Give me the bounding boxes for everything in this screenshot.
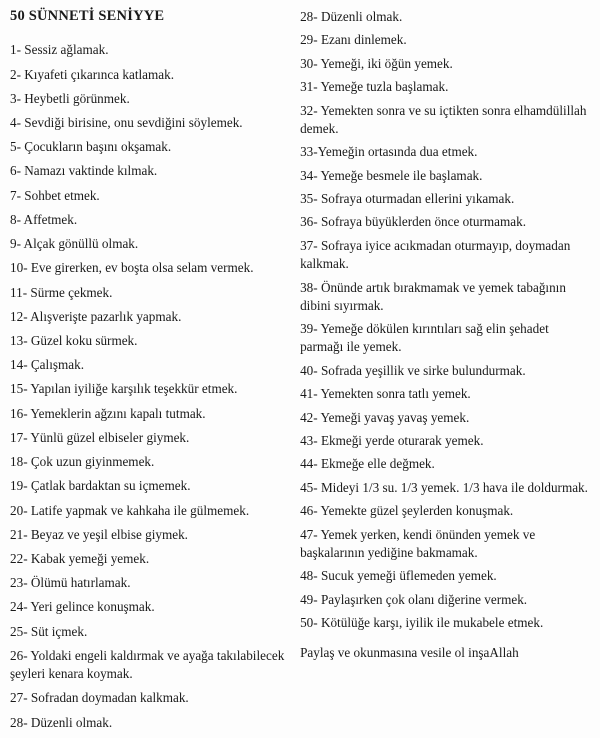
list-item: 44- Ekmeğe elle değmek.: [300, 456, 435, 472]
left-column: [4, 8, 296, 738]
list-item: 28- Düzenli olmak.: [300, 9, 403, 24]
list-item: 10- Eve girerken, ev boşta olsa selam vermek.: [10, 260, 254, 276]
list-item: 18- Çok uzun giyinmemek.: [10, 454, 155, 470]
list-item: 29- Ezanı dinlemek.: [300, 32, 407, 48]
list-item: 41- Yemekten sonra tatlı yemek.: [300, 386, 471, 402]
list-item: 50- Kötülüğe karşı, iyilik ile mukabele etmek.: [300, 615, 544, 631]
list-item: 7- Sohbet etmek.: [10, 187, 100, 203]
list-item: 38- Önünde artık bırakmamak ve yemek tabağının dibini sıyırmak.: [300, 279, 570, 313]
list-item: 32- Yemekten sonra ve su içtikten sonra elhamdülillah demek.: [300, 102, 590, 136]
list-item: 27- Sofradan doymadan kalkmak.: [10, 690, 189, 706]
list-item: 45- Mideyi 1/3 su. 1/3 yemek. 1/3 hava ile doldurmak.: [300, 479, 588, 495]
list-item: 22- Kabak yemeği yemek.: [10, 550, 150, 566]
list-item: 48- Sucuk yemeği üflemeden yemek.: [300, 568, 497, 584]
list-item: 14- Çalışmak.: [10, 357, 84, 373]
list-item: 13- Güzel koku sürmek.: [10, 333, 138, 349]
list-item: 33-Yemeğin ortasında dua etmek.: [300, 144, 478, 160]
list-item: 1- Sessiz ağlamak.: [10, 42, 109, 58]
list-item: 36- Sofraya büyüklerden önce oturmamak.: [300, 214, 527, 230]
list-item: 31- Yemeğe tuzla başlamak.: [300, 79, 449, 95]
list-item: 26- Yoldaki engeli kaldırmak ve ayağa takılabilecek şeyleri kenara koymak.: [10, 647, 288, 682]
list-item: 21- Beyaz ve yeşil elbise giymek.: [10, 526, 188, 542]
list-item: 39- Yemeğe dökülen kırıntıları sağ elin şehadet parmağı ile yemek.: [300, 321, 553, 355]
list-item: 16- Yemeklerin ağzını kapalı tutmak.: [10, 405, 206, 421]
list-item: 43- Ekmeği yerde oturarak yemek.: [300, 432, 484, 448]
list-item: 37- Sofraya iyice acıkmadan oturmayıp, doymadan kalkmak.: [300, 237, 574, 272]
list-item: 30- Yemeği, iki öğün yemek.: [300, 55, 453, 71]
list-item: 9- Alçak gönüllü olmak.: [10, 236, 139, 252]
list-item: 24- Yeri gelince konuşmak.: [10, 599, 155, 615]
list-item: 17- Yünlü güzel elbiseler giymek.: [10, 429, 190, 445]
two-column-layout: [4, 8, 596, 730]
list-item: 25- Süt içmek.: [10, 623, 88, 639]
list-item: 3- Heybetli görünmek.: [10, 90, 130, 106]
list-item: 47- Yemek yerken, kendi önünden yemek ve başkalarının yediğine bakmamak.: [300, 526, 539, 560]
list-item: 42- Yemeği yavaş yavaş yemek.: [300, 409, 470, 425]
page-title: 50 SÜNNETİ SENİYYE: [10, 8, 165, 24]
list-item: 28- Düzenli olmak.: [10, 714, 113, 730]
list-item: 5- Çocukların başını okşamak.: [10, 139, 172, 155]
right-column: [296, 8, 596, 662]
list-item: 19- Çatlak bardaktan su içmemek.: [10, 478, 191, 494]
list-item: 49- Paylaşırken çok olanı diğerine vermek.: [300, 591, 528, 607]
list-item: 6- Namazı vaktinde kılmak.: [10, 163, 158, 179]
list-item: 20- Latife yapmak ve kahkaha ile gülmemek.: [10, 502, 250, 518]
list-item: 34- Yemeğe besmele ile başlamak.: [300, 167, 483, 183]
list-item: 15- Yapılan iyiliğe karşılık teşekkür etmek.: [10, 381, 238, 397]
list-item: 2- Kıyafeti çıkarınca katlamak.: [10, 66, 175, 82]
list-item: 35- Sofraya oturmadan ellerini yıkamak.: [300, 191, 515, 207]
list-item: 4- Sevdiği birisine, onu sevdiğini söylemek.: [10, 115, 243, 131]
list-item: 12- Alışverişte pazarlık yapmak.: [10, 308, 182, 324]
list-item: 8- Affetmek.: [10, 211, 78, 227]
list-item: 23- Ölümü hatırlamak.: [10, 575, 131, 591]
list-item: 46- Yemekte güzel şeylerden konuşmak.: [300, 503, 514, 519]
footer-note: Paylaş ve okunmasına vesile ol inşaAllah: [300, 645, 519, 661]
list-item: 40- Sofrada yeşillik ve sirke bulundurmak.: [300, 362, 526, 378]
list-item: 11- Sürme çekmek.: [10, 284, 113, 300]
